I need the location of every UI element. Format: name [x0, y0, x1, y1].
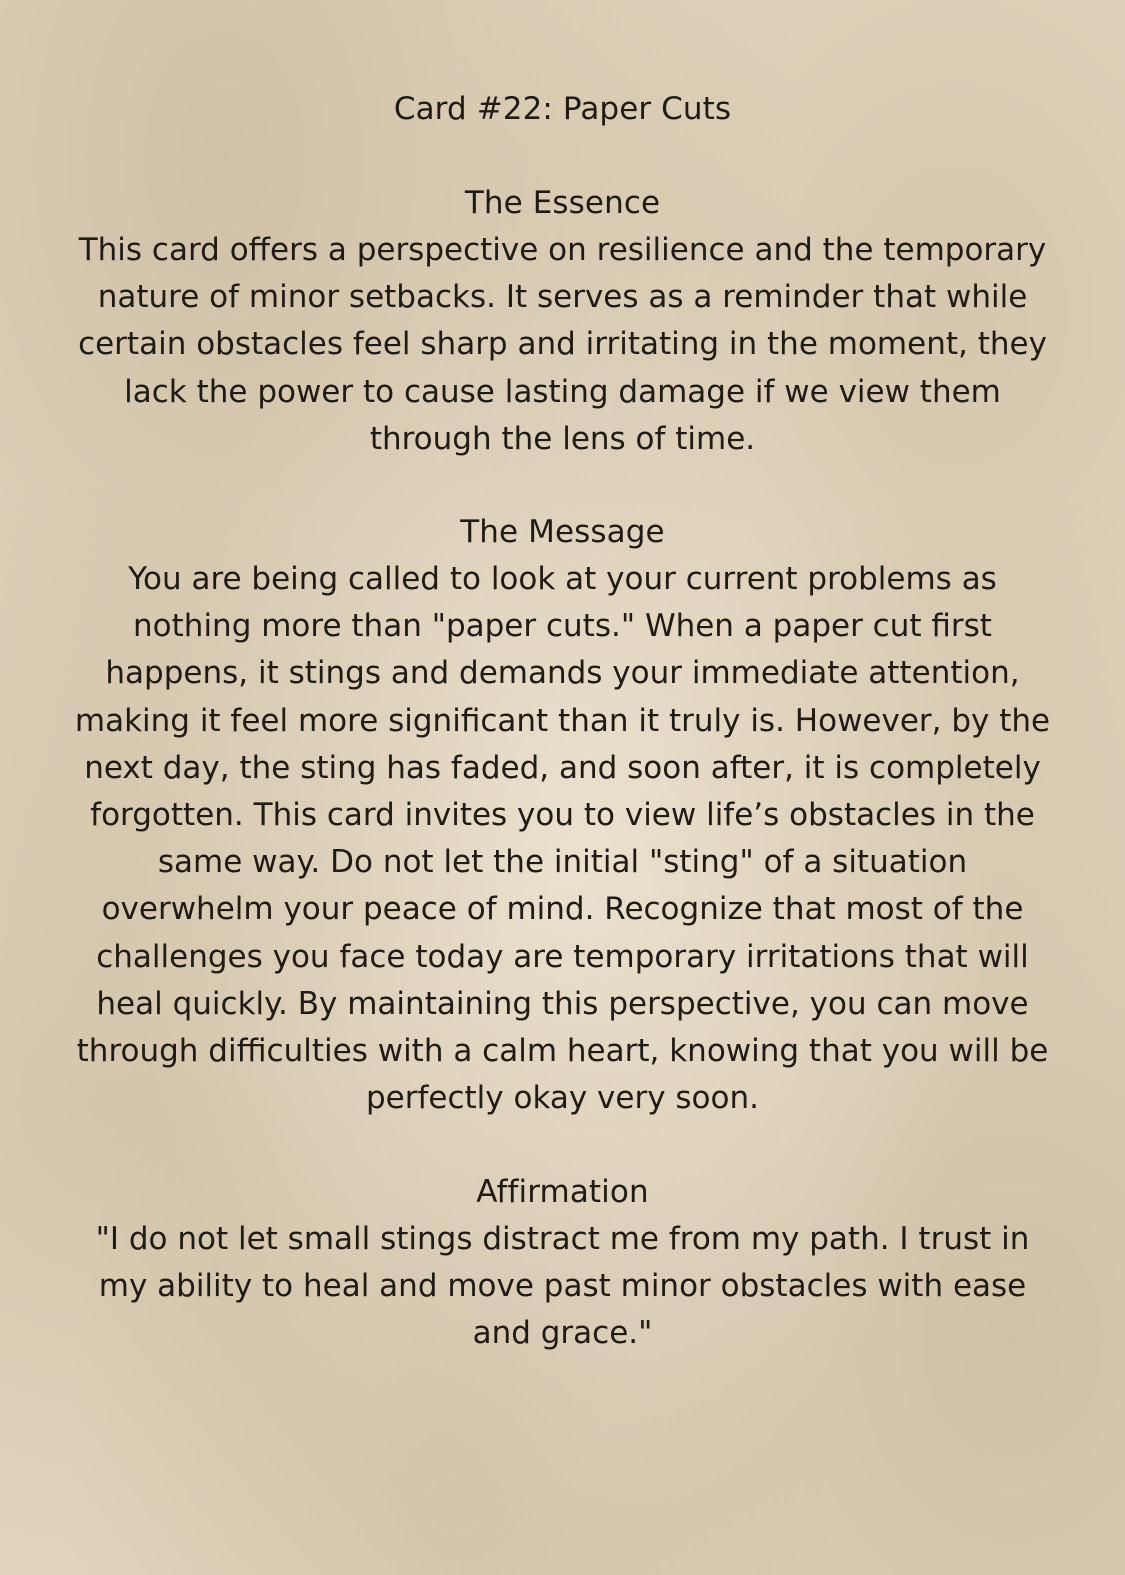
essence-heading: The Essence — [464, 185, 661, 221]
message-line: happens, it stings and demands your immediate attention, — [105, 655, 1020, 692]
card-title: Card #22: Paper Cuts — [393, 91, 732, 127]
message-line: same way. Do not let the initial "sting" of a situation — [157, 844, 968, 881]
message-line: overwhelm your peace of mind. Recognize that most of the — [101, 891, 1024, 928]
affirmation-line: "I do not let small stings distract me from my path. I trust in — [95, 1221, 1030, 1257]
message-line: making it feel more significant than it truly is. However, by the — [74, 702, 1051, 739]
message-line: nothing more than "paper cuts." When a paper cut first — [133, 608, 992, 645]
essence-line: lack the power to cause lasting damage if we view them — [124, 373, 1001, 410]
essence-line: This card offers a perspective on resilience and the temporary — [78, 232, 1047, 268]
essence-line: nature of minor setbacks. It serves as a reminder that while — [97, 279, 1028, 316]
message-line: forgotten. This card invites you to view life’s obstacles in the — [90, 797, 1035, 834]
message-line: perfectly okay very soon. — [365, 1080, 759, 1117]
affirmation-line: my ability to heal and move past minor obstacles with ease — [98, 1268, 1027, 1305]
message-line: heal quickly. By maintaining this perspective, you can move — [96, 985, 1029, 1022]
essence-body — [0, 227, 1125, 463]
message-line: You are being called to look at your current problems as — [128, 561, 997, 597]
essence-line: through the lens of time. — [369, 420, 756, 457]
essence-line: certain obstacles feel sharp and irritating in the moment, they — [78, 326, 1047, 363]
message-line: through difficulties with a calm heart, knowing that you will be — [76, 1033, 1049, 1070]
message-body — [0, 556, 1125, 1122]
affirmation-heading: Affirmation — [476, 1174, 649, 1210]
message-heading: The Message — [460, 514, 665, 550]
message-line: next day, the sting has faded, and soon after, it is completely — [84, 749, 1041, 786]
affirmation-body — [0, 1216, 1125, 1358]
affirmation-line: and grace." — [472, 1315, 653, 1352]
message-line: challenges you face today are temporary irritations that will — [96, 938, 1029, 975]
